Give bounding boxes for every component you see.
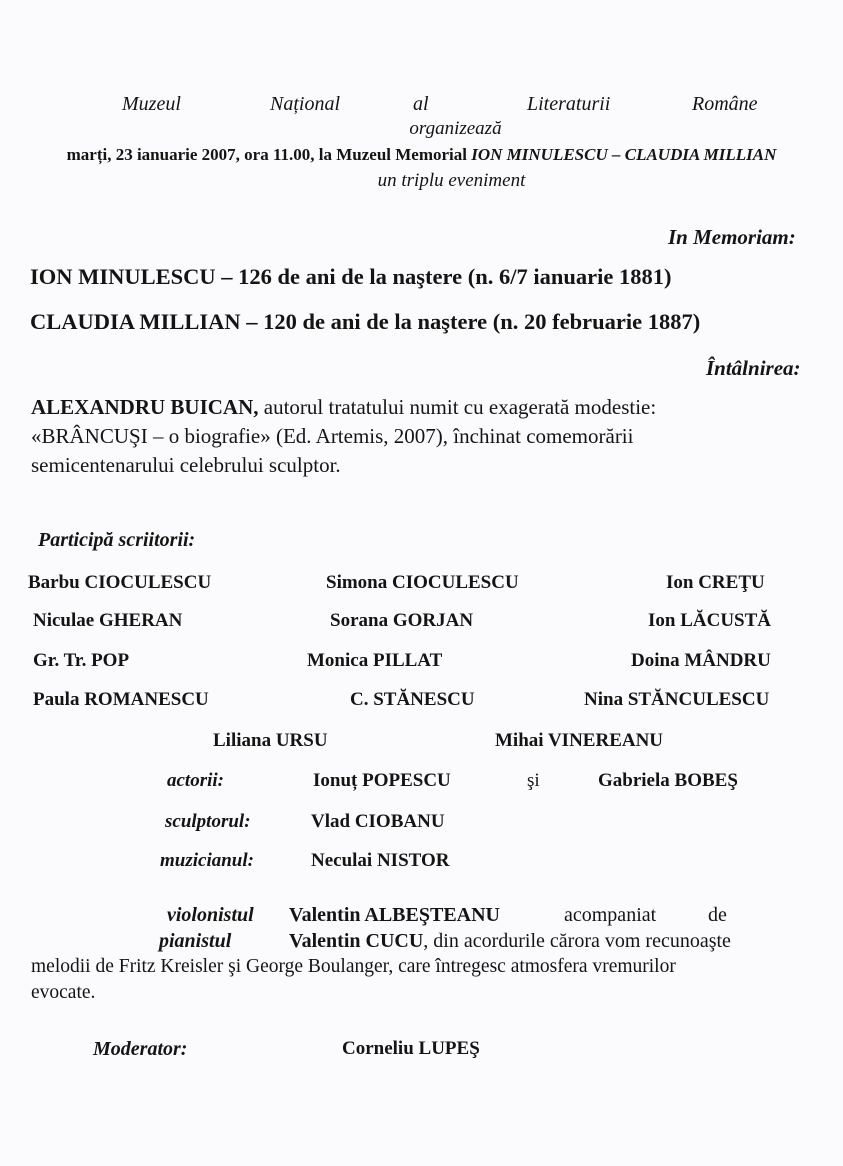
writer-name: Liliana URSU	[213, 730, 328, 751]
violinist-name: Valentin ALBEŞTEANU	[289, 904, 500, 926]
moderator-label: Moderator:	[93, 1038, 188, 1060]
violinist-label: violonistul	[167, 904, 254, 926]
music-line-4: evocate.	[31, 982, 96, 1003]
sculptor-name: Vlad CIOBANU	[311, 811, 445, 832]
memoriam-line-millian: CLAUDIA MILLIAN – 120 de ani de la naştere (n. 20 februarie 1887)	[30, 309, 701, 334]
music-line-3: melodii de Fritz Kreisler şi George Boulanger, care întregesc atmosfera vremurilor	[31, 956, 676, 977]
event-venue: ION MINULESCU – CLAUDIA MILLIAN	[471, 145, 777, 164]
by-word: de	[708, 904, 727, 926]
writer-name: Mihai VINEREANU	[495, 730, 664, 751]
writer-name: Paula ROMANESCU	[33, 689, 209, 710]
musician-label: muzicianul:	[160, 850, 254, 871]
musician-name: Neculai NISTOR	[311, 850, 450, 871]
and-word: şi	[527, 770, 540, 791]
meeting-line-2: «BRÂNCUŞI – o biografie» (Ed. Artemis, 2007), închinat comemorării	[31, 424, 634, 448]
writer-name: Ion LĂCUSTĂ	[648, 610, 772, 631]
memoriam-heading: In Memoriam:	[668, 225, 796, 249]
sculptor-label: sculptorul:	[165, 811, 251, 832]
writer-name: Gr. Tr. POP	[33, 650, 130, 671]
pianist-line	[31, 928, 821, 954]
pianist-label: pianistul	[159, 930, 232, 952]
meeting-line-3: semicentenarului celebrului sculptor.	[31, 453, 341, 477]
meeting-lead-name: ALEXANDRU BUICAN,	[31, 395, 259, 419]
actor-name: Ionuț POPESCU	[313, 770, 451, 791]
header-word-2: Național	[270, 93, 341, 115]
event-details	[0, 145, 843, 165]
writer-name: Monica PILLAT	[307, 650, 443, 671]
participants-heading: Participă scriitorii:	[38, 529, 196, 551]
memoriam-line-minulescu: ION MINULESCU – 126 de ani de la naştere (n. 6/7 ianuarie 1881)	[30, 264, 672, 289]
writer-name: Nina STĂNCULESCU	[584, 689, 770, 710]
writer-name: Sorana GORJAN	[330, 610, 474, 631]
header-word-5: Române	[692, 93, 758, 115]
meeting-line-1	[31, 393, 811, 422]
actor-name: Gabriela BOBEŞ	[598, 770, 738, 791]
accompanied-word: acompaniat	[564, 904, 657, 926]
meeting-heading: Întâlnirea:	[706, 356, 801, 380]
header-word-4: Literaturii	[527, 93, 611, 115]
writer-name: C. STĂNESCU	[350, 689, 475, 710]
organizes-text: organizează	[409, 118, 502, 139]
event-subtitle: un triplu eveniment	[377, 170, 526, 191]
writer-name: Doina MÂNDRU	[631, 650, 771, 671]
meeting-line-1-rest: autorul tratatului numit cu exagerată modestie:	[258, 395, 657, 419]
writer-name: Ion CREŢU	[666, 572, 765, 593]
header-word-3: al	[413, 93, 429, 115]
header-word-1: Muzeul	[122, 93, 181, 115]
event-date-place: marți, 23 ianuarie 2007, ora 11.00, la Muzeul Memorial	[66, 145, 472, 164]
pianist-name: Valentin CUCU	[289, 930, 424, 952]
writer-name: Niculae GHERAN	[33, 610, 183, 631]
writer-name: Simona CIOCULESCU	[326, 572, 519, 593]
violinist-line	[31, 902, 821, 928]
actors-label: actorii:	[167, 770, 224, 791]
moderator-name: Corneliu LUPEŞ	[342, 1038, 480, 1059]
meeting-paragraph	[31, 393, 811, 480]
pianist-line-rest: , din acordurile cărora vom recunoaşte	[423, 930, 731, 952]
writer-name: Barbu CIOCULESCU	[28, 572, 212, 593]
music-paragraph	[31, 902, 821, 1006]
